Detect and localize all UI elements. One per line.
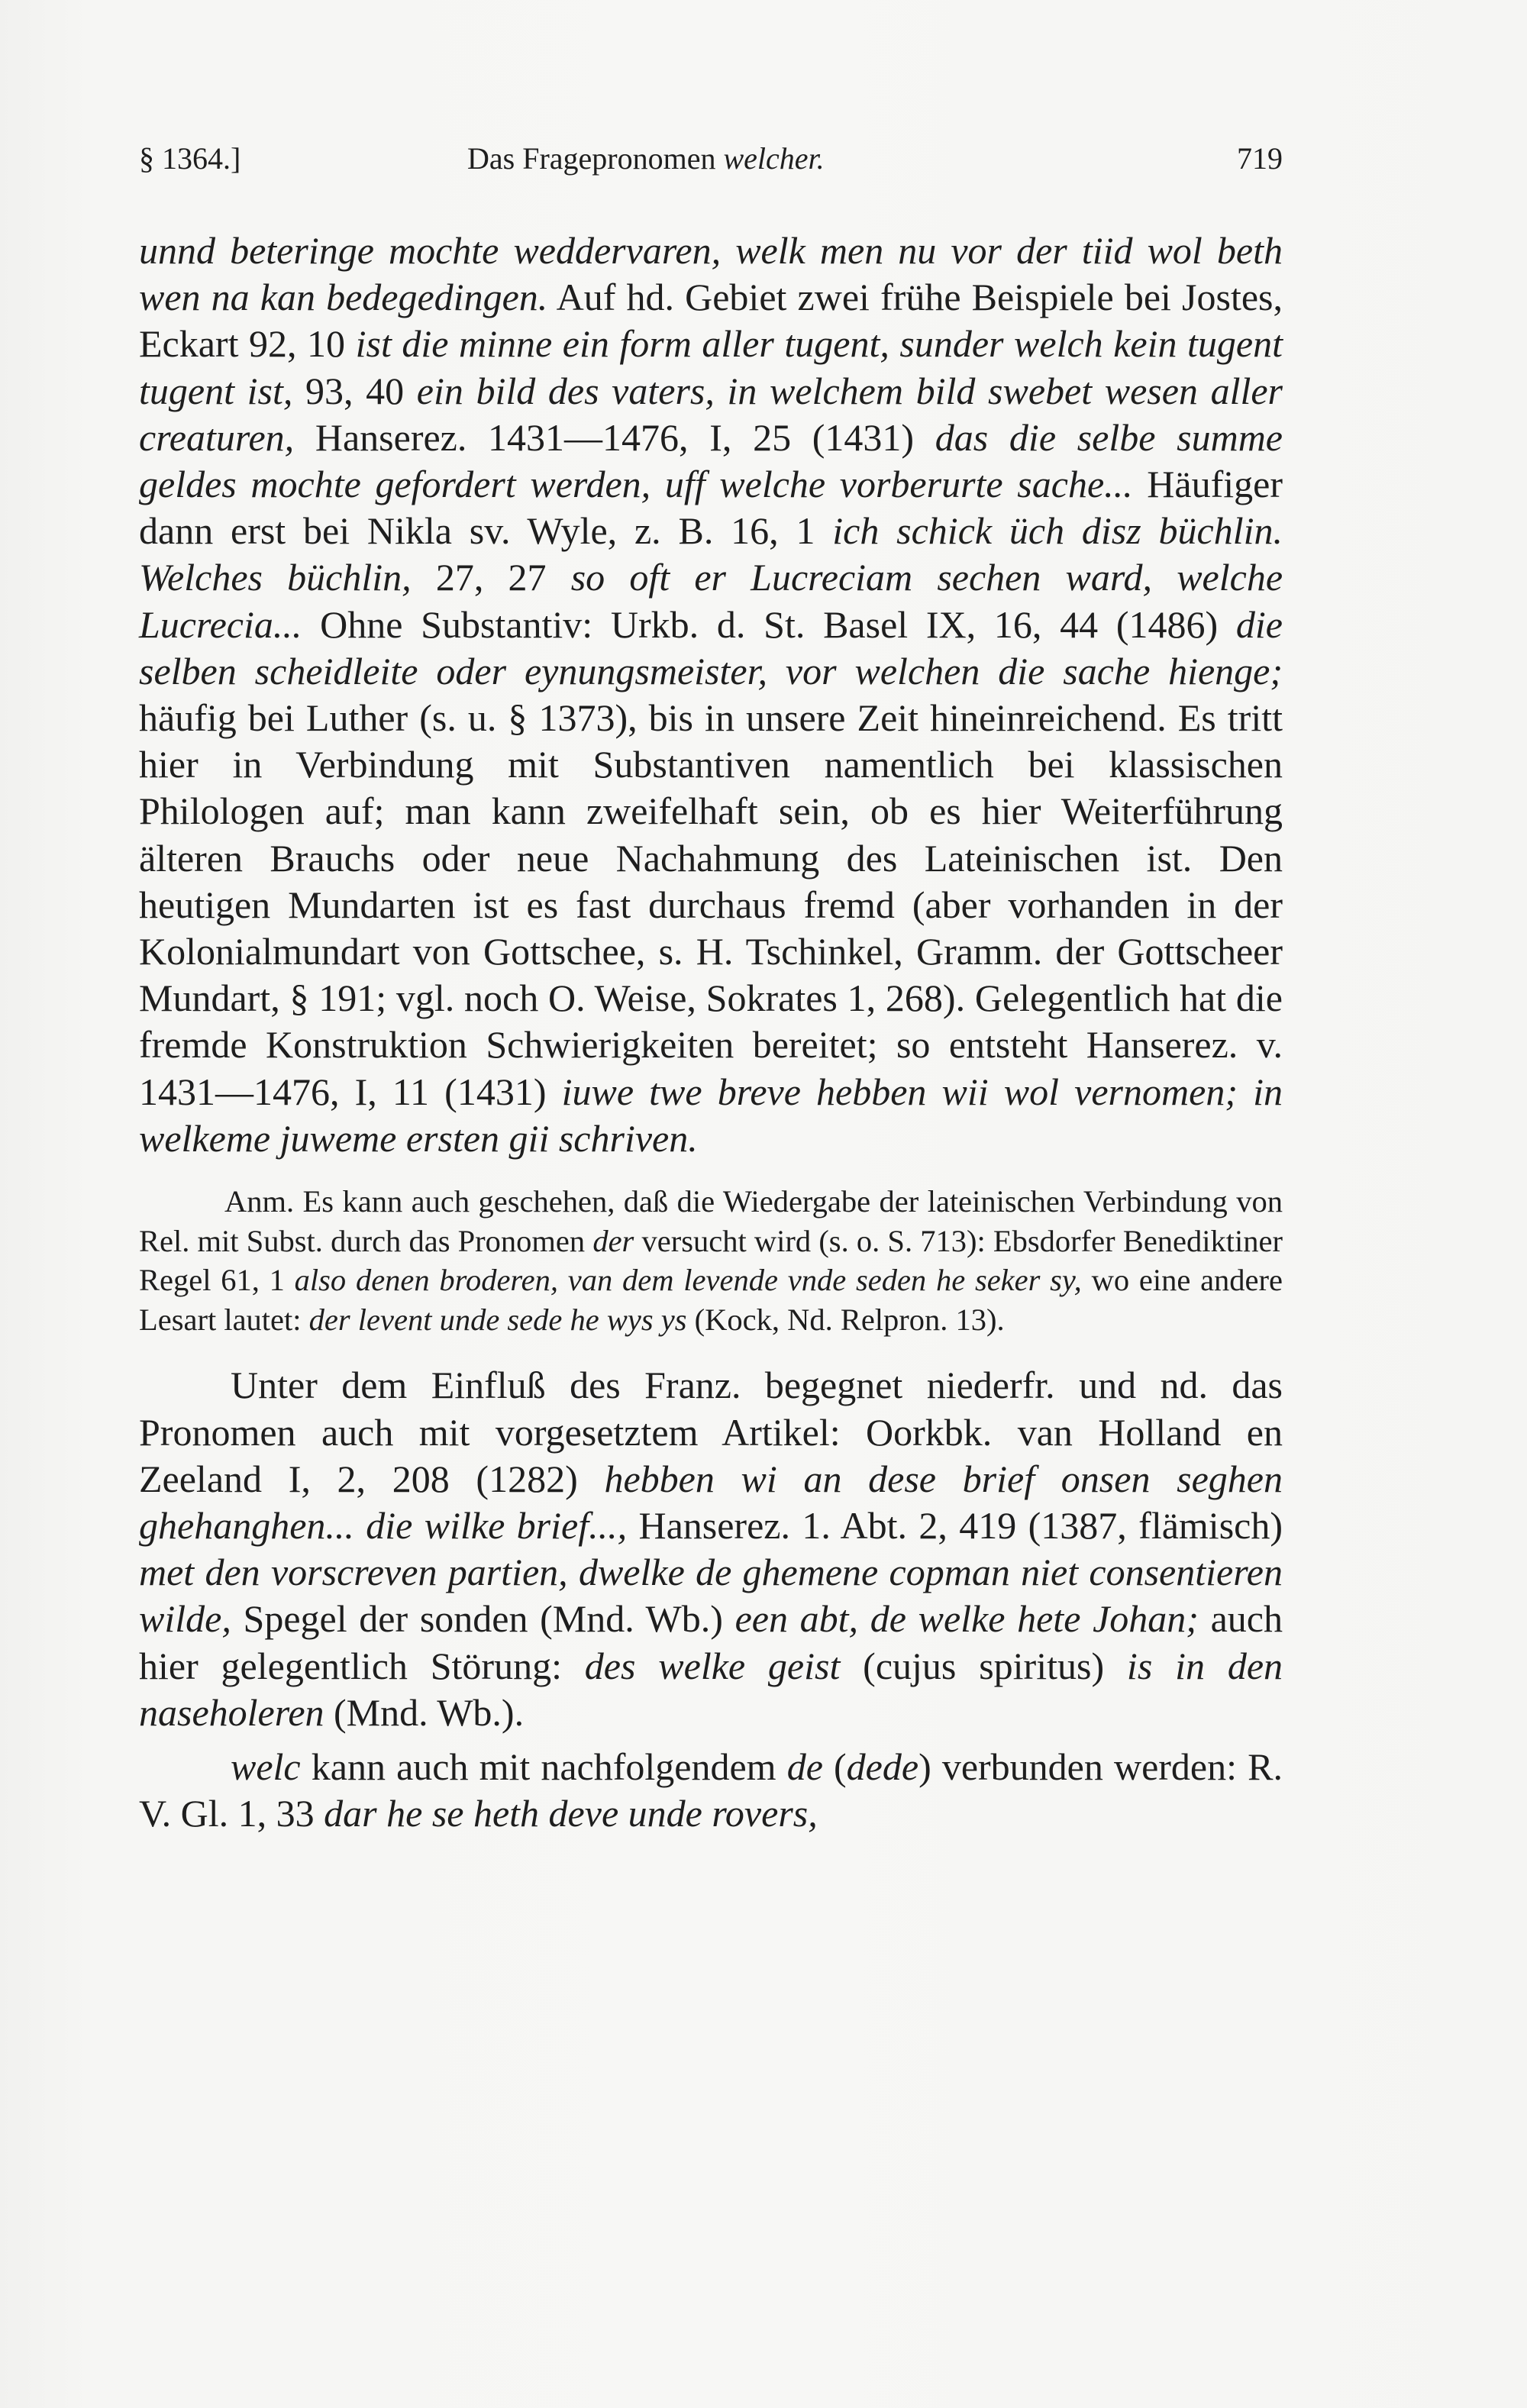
note-segment: Anm. Es kann auch geschehen, daß die Wiedergabe der lateinischen Verbindung von Rel. mit Subst. durch das Pronomen (139, 1184, 1283, 1258)
paragraph-2 (139, 1362, 1283, 1736)
para2-segment: (cujus spiritus) (840, 1644, 1127, 1687)
para2-segment: auch hier gelegentlich Störung: (139, 1597, 1283, 1687)
running-header (139, 136, 1283, 182)
para2-segment: met den vorscreven partien, dwelke de ghemene copman niet consentieren wilde, (139, 1551, 1283, 1641)
para3-segment: de (786, 1745, 823, 1789)
note-segment: der (592, 1223, 634, 1258)
section-reference: § 1364.] (139, 141, 241, 176)
para1-segment: ich schick üch disz büchlin. Welches büchlin, (139, 509, 1283, 599)
para2-segment: des welke geist (584, 1644, 841, 1687)
para3-segment: kann auch mit nachfolgendem (300, 1745, 787, 1789)
para1-segment: die selben scheidleite oder eynungsmeister, vor welchen die sache hienge; (139, 602, 1283, 692)
body-block-3 (139, 1744, 1283, 1837)
note-segment: der levent unde sede he wys ys (308, 1302, 687, 1337)
paragraph-1 (139, 228, 1283, 1162)
para1-segment: Auf hd. Gebiet zwei frühe Beispiele bei Jostes, Eckart 92, 10 (139, 276, 1283, 366)
main-text (139, 228, 1283, 1837)
para3-segment: welc (231, 1745, 301, 1789)
para1-segment: 93, 40 (292, 369, 417, 412)
body-block-2 (139, 1362, 1283, 1736)
note-segment: (Kock, Nd. Relpron. 13). (686, 1302, 1005, 1337)
note-segment: also denen broderen, van dem levende vnde seden he seker sy, (294, 1263, 1082, 1298)
para1-segment: das die selbe summe geldes mochte gefordert werden, uff welche vorberurte sache... (139, 415, 1283, 506)
running-title (467, 136, 825, 182)
body-continuation (139, 228, 1283, 1162)
para2-segment: hebben wi an dese brief onsen seghen ghehanghen... die wilke brief..., (139, 1457, 1283, 1548)
para2-segment: Spegel der sonden (Mnd. Wb.) (231, 1597, 735, 1641)
para1-segment: ein bild des vaters, in welchem bild swebet wesen aller creaturen, (139, 369, 1283, 459)
para3-segment: dede (846, 1745, 919, 1789)
para1-segment: iuwe twe breve hebben wii wol vernomen; in welkeme juweme ersten gii schriven. (139, 1070, 1283, 1160)
paragraph-3 (139, 1744, 1283, 1837)
para2-segment: (Mnd. Wb.). (324, 1690, 525, 1734)
para3-segment: ( (822, 1745, 847, 1789)
running-title-italic: welcher. (723, 141, 825, 176)
para1-segment: unnd beteringe mochte weddervaren, welk men nu vor der tiid wol beth wen na kan bedegedingen. (139, 229, 1283, 319)
page-number: 719 (1237, 141, 1283, 176)
running-title-text: Das Fragepronomen (467, 141, 716, 176)
para2-segment: Unter dem Einfluß des Franz. begegnet niederfr. und nd. das Pronomen auch mit vorgesetztem Artikel: Oorkbk. van Holland en Zeeland I, 2, 208 (1282) (139, 1364, 1283, 1500)
note-segment: wo eine andere Lesart lautet: (139, 1263, 1283, 1337)
para2-segment: is in den naseholeren (139, 1644, 1283, 1734)
para2-segment: een abt, de welke hete Johan; (734, 1597, 1199, 1641)
note-paragraph (139, 1182, 1283, 1339)
para3-segment: ) verbunden werden: R. V. Gl. 1, 33 (139, 1745, 1283, 1835)
para1-segment: Ohne Substantiv: Urkb. d. St. Basel IX, 16, 44 (1486) (302, 602, 1236, 646)
para2-segment: Hanserez. 1. Abt. 2, 419 (1387, flämisch) (627, 1504, 1283, 1548)
para1-segment: Häufiger dann erst bei Nikla sv. Wyle, z. B. 16, 1 (139, 463, 1283, 553)
note-segment: versucht wird (s. o. S. 713): Ebsdorfer Benediktiner Regel 61, 1 (139, 1223, 1283, 1298)
para1-segment: ist die minne ein form aller tugent, sunder welch kein tugent tugent ist, (139, 322, 1283, 412)
para1-segment: häufig bei Luther (s. u. § 1373), bis in unsere Zeit hineinreichend. Es tritt hier in Verbindung mit Substantiven namentlich bei klassischen Philologen auf; man kann zweifelhaft sein, ob es hier Weiterführung älteren Brauchs oder neue Nachahmung des Lateinischen ist. Den heutigen Mundarten ist es fast durchaus fremd (aber vorhanden in der Kolonialmundart von Gottschee, s. H. Tschinkel, Gramm. der Gottscheer Mundart, § 191; vgl. noch O. Weise, Sokrates 1, 268). Gelegentlich hat die fremde Konstruktion Schwierigkeiten bereitet; so entsteht Hanserez. v. 1431—1476, I, 11 (1431) (139, 696, 1283, 1113)
para1-segment: Hanserez. 1431—1476, I, 25 (1431) (294, 415, 935, 459)
para1-segment: 27, 27 (411, 556, 571, 599)
para3-segment: dar he se heth deve unde rovers, (324, 1792, 818, 1835)
para1-segment: so oft er Lucreciam sechen ward, welche Lucrecia... (139, 556, 1283, 646)
annotation-note (139, 1182, 1283, 1339)
